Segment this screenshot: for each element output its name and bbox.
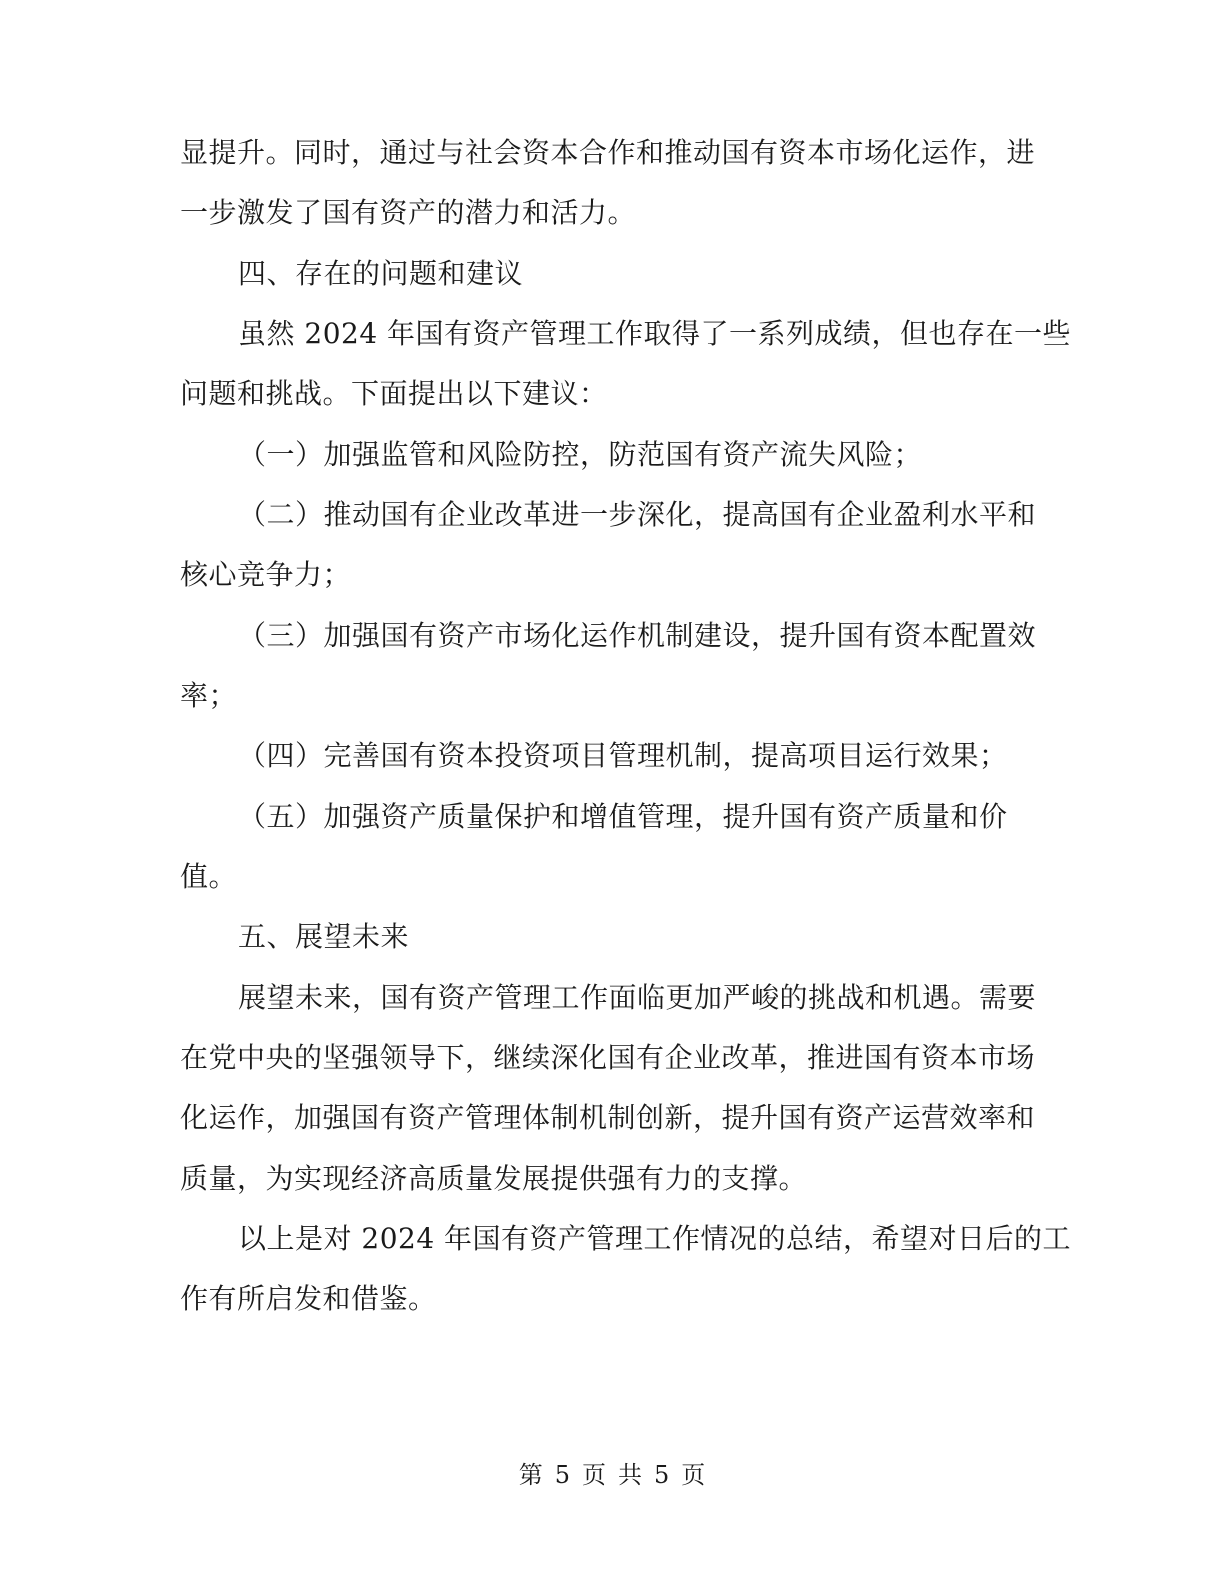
body-line: 问题和挑战。下面提出以下建议：	[180, 377, 608, 410]
footer-total-word: 共	[618, 1461, 642, 1489]
body-line: 一步激发了国有资产的潜力和活力。	[180, 196, 637, 229]
section-heading: 五、展望未来	[238, 920, 410, 953]
body-line: 作有所启发和借鉴。	[180, 1282, 437, 1315]
section-heading: 四、存在的问题和建议	[238, 257, 524, 290]
list-item: （三）加强国有资产市场化运作机制建设，提升国有资本配置效	[238, 619, 1037, 652]
body-line: 虽然 2024 年国有资产管理工作取得了一系列成绩，但也存在一些	[238, 317, 1072, 350]
body-line: 化运作，加强国有资产管理体制机制创新，提升国有资产运营效率和	[180, 1101, 1036, 1134]
list-item: （二）推动国有企业改革进一步深化，提高国有企业盈利水平和	[238, 498, 1037, 531]
footer-prefix: 第	[518, 1461, 543, 1489]
list-item-continuation: 值。	[180, 860, 238, 893]
page-number-footer	[0, 1459, 1224, 1491]
footer-total-pages: 5	[654, 1461, 670, 1489]
list-item-continuation: 核心竞争力；	[180, 558, 352, 591]
list-item: （五）加强资产质量保护和增值管理，提升国有资产质量和价	[238, 800, 1008, 833]
body-line: 展望未来，国有资产管理工作面临更加严峻的挑战和机遇。需要	[238, 981, 1037, 1014]
footer-page-word: 页	[582, 1461, 606, 1489]
body-line: 在党中央的坚强领导下，继续深化国有企业改革，推进国有资本市场	[180, 1041, 1036, 1074]
list-item: （四）完善国有资本投资项目管理机制，提高项目运行效果；	[238, 739, 1008, 772]
footer-page-number: 5	[554, 1461, 570, 1489]
body-line: 显提升。同时，通过与社会资本合作和推动国有资本市场化运作，进	[180, 136, 1036, 169]
footer-total-suffix: 页	[681, 1461, 706, 1489]
list-item-continuation: 率；	[180, 679, 238, 712]
body-line: 以上是对 2024 年国有资产管理工作情况的总结，希望对日后的工	[238, 1222, 1072, 1255]
body-line: 质量，为实现经济高质量发展提供强有力的支撑。	[180, 1162, 808, 1195]
list-item: （一）加强监管和风险防控，防范国有资产流失风险；	[238, 438, 923, 471]
